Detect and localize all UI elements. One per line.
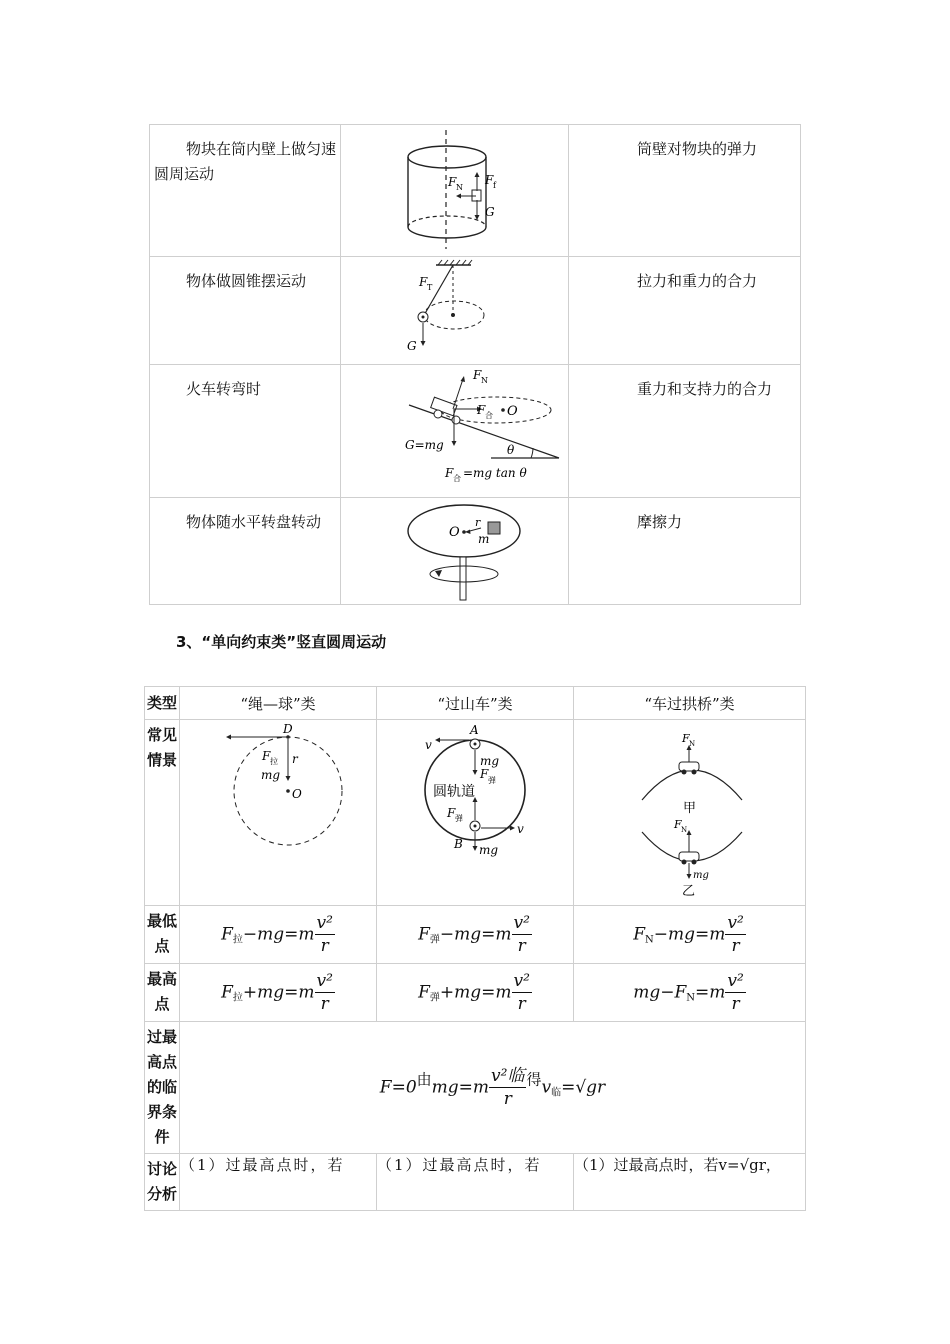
force-source-table [149,124,801,605]
bridge-highest-formula: $mg-F_N=m$ $\frac{\text{v²}}{r}$ [574,964,806,1022]
rope-ball-diagram [180,720,376,901]
cyl-fn-sub: N [456,183,463,192]
critical-condition-row [145,1022,806,1154]
train-fhe-label: F [477,403,486,417]
highest-point-row [145,964,806,1022]
row-label-discussion: 讨论分析 [145,1154,180,1211]
coaster-f-top-sub: 弹 [488,776,496,785]
rope-lowest-formula: $F_拉-mg=m$ $\frac{\text{v²}}{r}$ [180,906,377,964]
discussion-row [145,1154,806,1211]
coaster-mg-top: mg [480,754,500,768]
turntable-figure-cell [341,498,569,605]
rope-mg-label: mg [261,768,281,782]
coaster-f-bot: F [447,806,456,820]
rope-f-label: F [262,749,271,763]
force-source-cell: 重力和支持力的合力 [569,365,801,498]
bridge-discussion: （1）过最高点时，若v=√gr， [574,1154,806,1211]
roller-coaster-figure-cell [377,720,574,906]
rope-d-label: D [283,722,293,736]
cylinder-diagram [341,125,568,255]
bridge-jia-label: 甲 [683,801,697,816]
scenario-cell: 物体做圆锥摆运动 [150,257,341,365]
header-row [145,687,806,720]
cyl-g-label: G [485,205,495,219]
disk-r-label: r [475,516,481,529]
train-fn-sub: N [481,376,488,385]
lowest-point-row [145,906,806,964]
train-turn-diagram [341,365,568,496]
cyl-ff-label: F [485,173,494,187]
rope-discussion: （1）过最高点时，若 [180,1154,377,1211]
coaster-v-top: v [425,738,432,752]
coaster-b-label: B [454,837,463,851]
coaster-v-bot: v [517,822,524,836]
scenario-cell: 物体随水平转盘转动 [150,498,341,605]
train-fn-label: F [473,368,482,382]
train-formula-sub: 合 [453,474,461,483]
coaster-discussion: （1）过最高点时，若 [377,1154,574,1211]
coaster-f-top: F [480,767,489,781]
conical-pendulum-diagram [341,257,568,363]
car-bridge-figure-cell [574,720,806,906]
cyl-ff-sub: f [493,181,496,190]
train-theta-label: θ [507,443,515,457]
header-car-bridge: “车过拱桥”类 [574,687,806,720]
cylinder-figure-cell [341,125,569,257]
table-row [150,498,801,605]
rope-ball-figure-cell [180,720,377,906]
train-fhe-sub: 合 [485,411,493,420]
coaster-mg-bot: mg [479,843,499,857]
critical-condition-formula: F=0由mg=m $\frac{\text{v²临}}{r}$ 得$v_临=√gr$ [180,1022,806,1154]
bridge-fn-bot-sub: N [681,826,688,834]
train-formula-f: F [445,466,454,480]
row-label-lowest: 最低点 [145,906,180,964]
car-bridge-diagram [574,720,805,901]
disk-o-label: O [449,525,460,540]
coaster-track-label: 圆轨道 [433,784,475,800]
bridge-lowest-formula: $F_N-mg=m$ $\frac{\text{v²}}{r}$ [574,906,806,964]
train-g-label: G=mg [405,438,444,452]
cone-ft-sub: T [427,283,433,292]
force-source-cell: 筒壁对物块的弹力 [569,125,801,257]
conical-pendulum-figure-cell [341,257,569,365]
scene-row [145,720,806,906]
coaster-f-bot-sub: 弹 [455,814,463,823]
scenario-cell: 物块在筒内壁上做匀速圆周运动 [150,125,341,257]
header-rope-ball: “绳—球”类 [180,687,377,720]
table-row [150,125,801,257]
table-row [150,365,801,498]
rope-o-label: O [292,787,302,801]
rope-f-sub: 拉 [270,757,278,766]
rope-r-label: r [292,752,298,766]
train-turn-figure-cell [341,365,569,498]
table-row [150,257,801,365]
force-source-cell: 拉力和重力的合力 [569,257,801,365]
disk-m-label: m [478,532,490,546]
bridge-yi-label: 乙 [682,884,696,899]
train-formula-rest: =mg tan θ [463,466,527,480]
row-label-critical: 过最高点的临界条件 [145,1022,180,1154]
train-o-label: O [507,404,518,419]
vertical-circular-motion-table [144,686,806,1211]
row-label-highest: 最高点 [145,964,180,1022]
scenario-cell: 火车转弯时 [150,365,341,498]
header-type: 类型 [145,687,180,720]
bridge-fn-top: F [682,732,690,745]
roller-coaster-diagram [377,720,573,901]
section-heading: 3、“单向约束类”竖直圆周运动 [176,633,387,651]
coaster-lowest-formula: $F_弹-mg=m$ $\frac{\text{v²}}{r}$ [377,906,574,964]
force-source-cell: 摩擦力 [569,498,801,605]
bridge-mg-label: mg [693,870,709,881]
coaster-highest-formula: $F_弹+mg=m$ $\frac{\text{v²}}{r}$ [377,964,574,1022]
cone-g-label: G [407,339,417,353]
header-roller-coaster: “过山车”类 [377,687,574,720]
rope-highest-formula: $F_拉+mg=m$ $\frac{\text{v²}}{r}$ [180,964,377,1022]
bridge-fn-top-sub: N [689,740,696,748]
row-label-scene: 常见情景 [145,720,180,906]
bridge-fn-bot: F [674,818,682,831]
turntable-diagram [341,498,568,603]
cone-ft-label: F [419,275,428,289]
coaster-a-label: A [470,723,479,737]
cyl-fn-label: F [448,175,457,189]
